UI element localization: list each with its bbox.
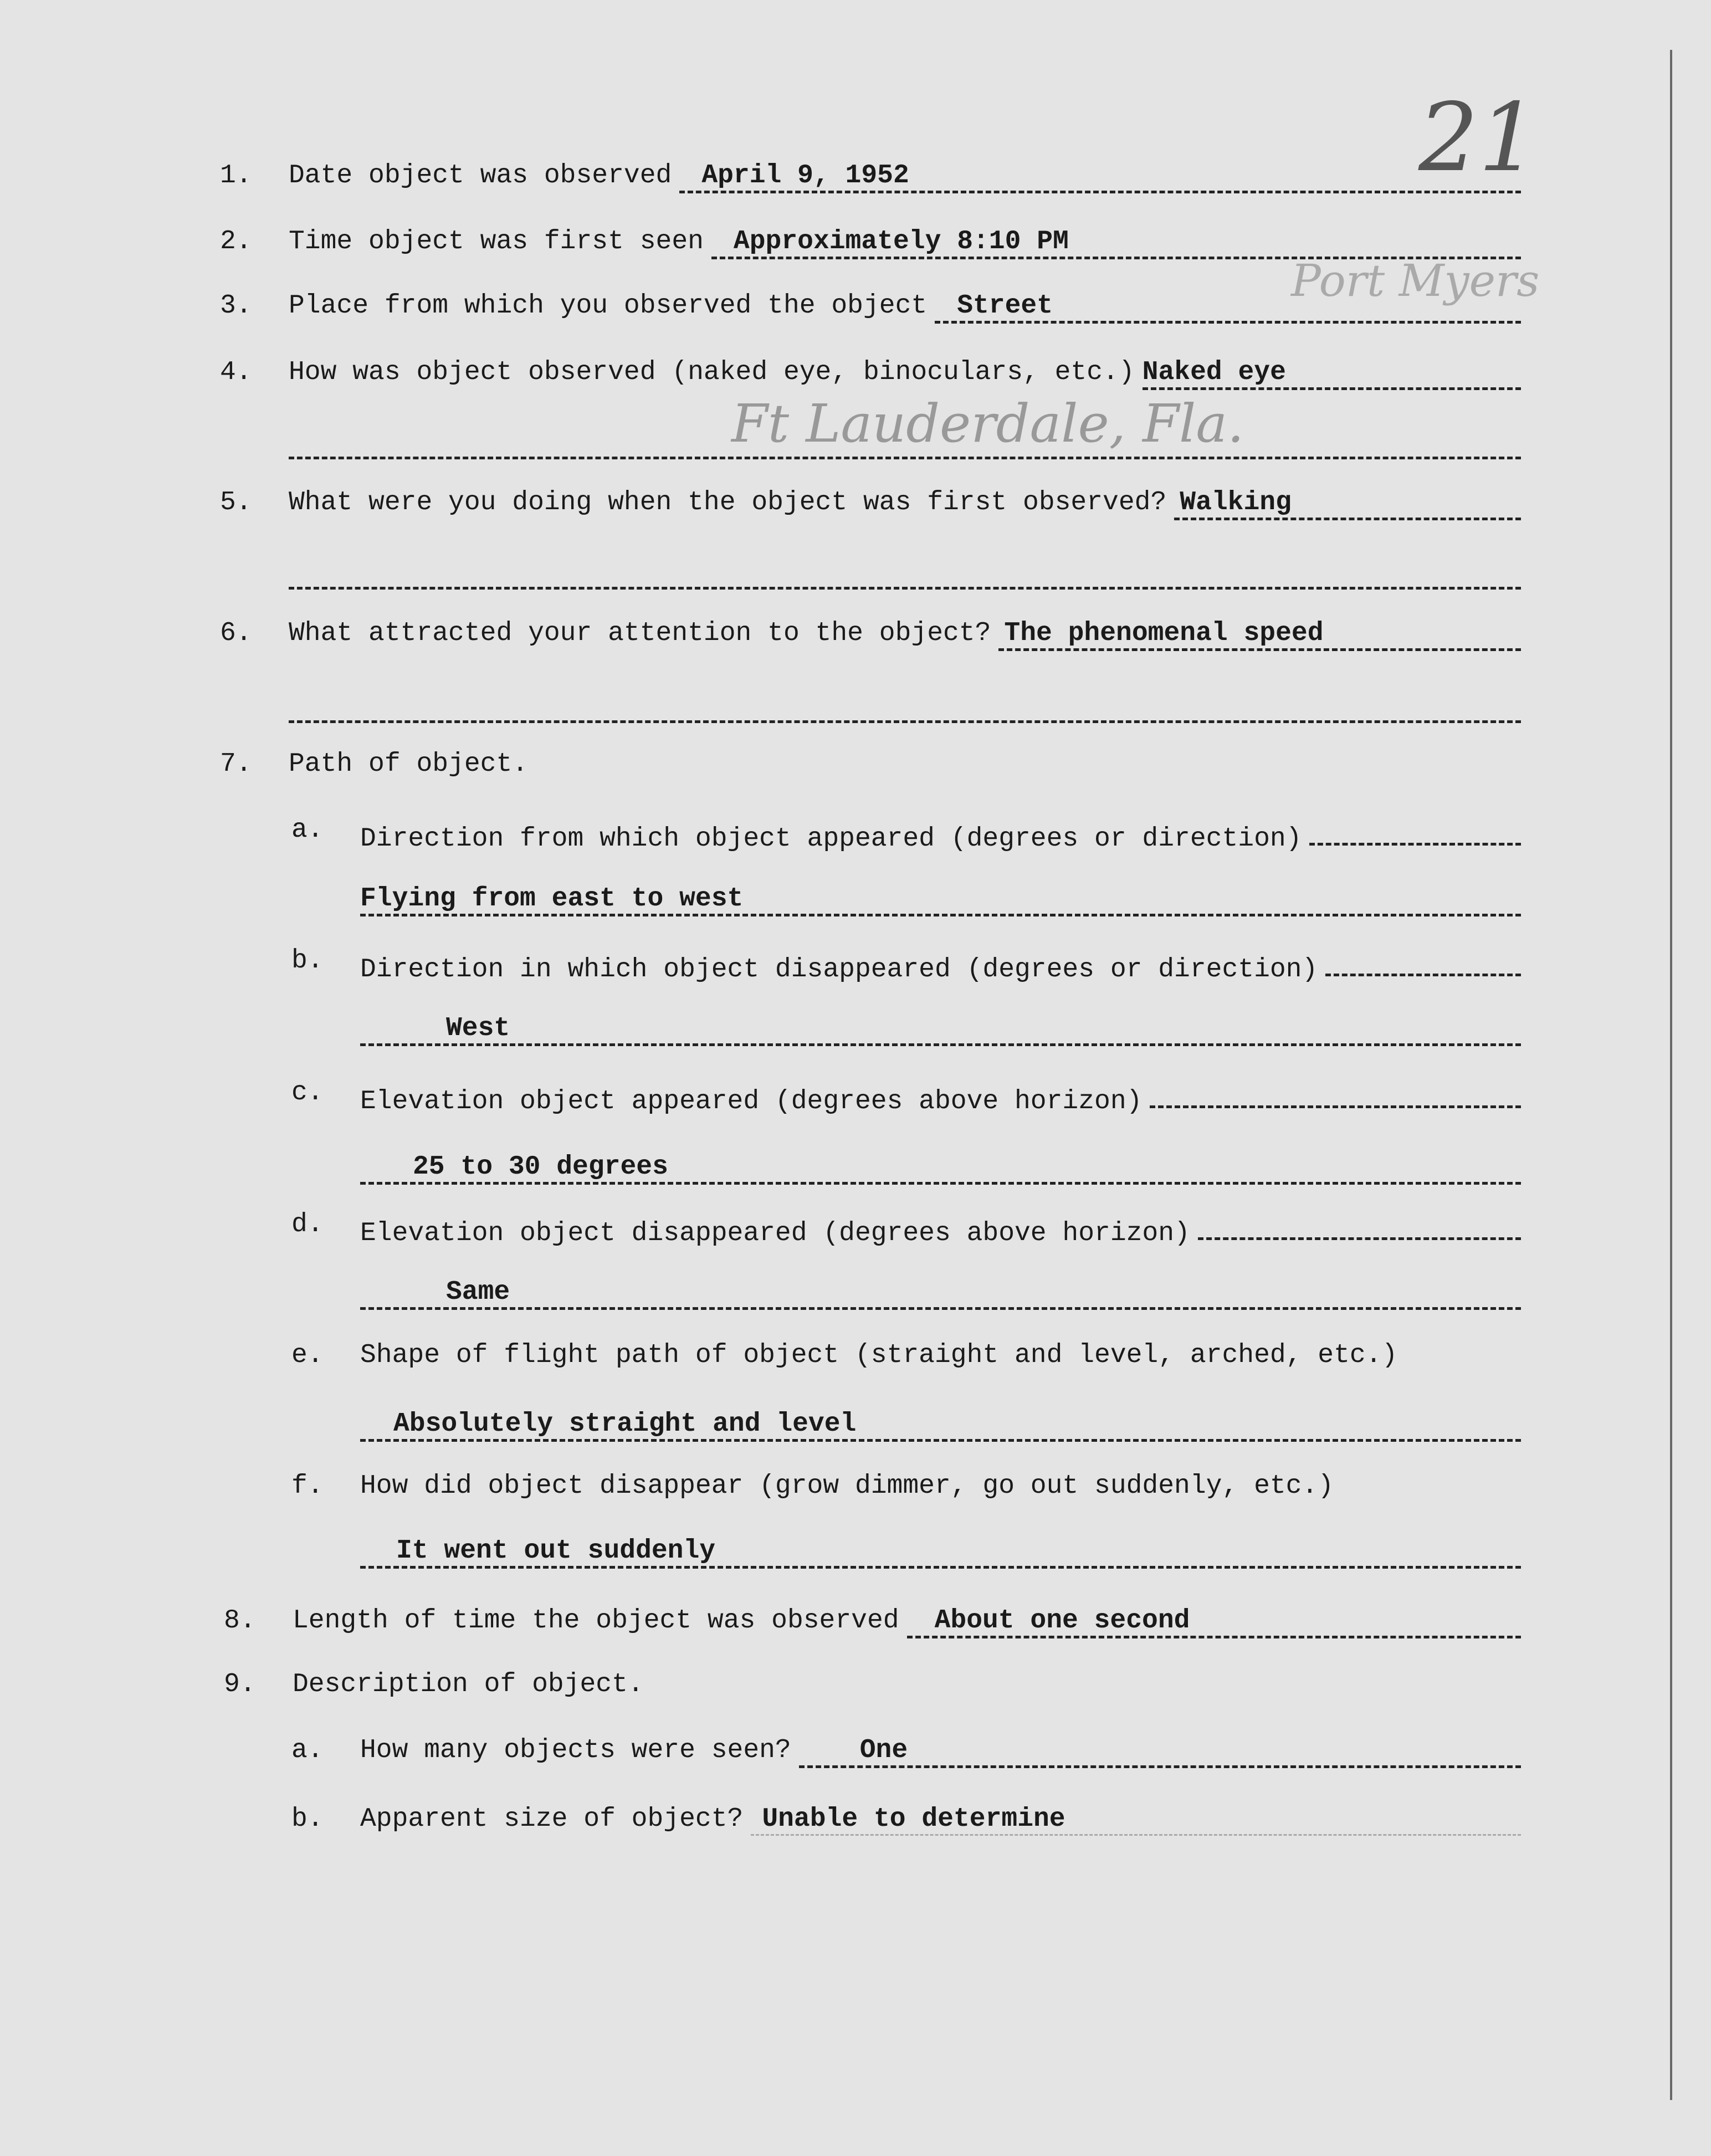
answer-line[interactable] (289, 559, 1521, 590)
item-9 (224, 1670, 1521, 1699)
answer-field[interactable]: Same (360, 1277, 1521, 1310)
answer-field[interactable]: Flying from east to west (360, 884, 1521, 916)
item-7c-answer (360, 1152, 1521, 1185)
answer-field[interactable]: It went out suddenly (360, 1536, 1521, 1569)
question: Place from which you observed the object (289, 291, 928, 321)
item-4-continuation (289, 429, 1521, 459)
item-number: 3. (220, 291, 252, 321)
item-7f (291, 1471, 1521, 1501)
question: Direction from which object appeared (degrees or direction) (360, 824, 1302, 854)
question: How many objects were seen? (360, 1735, 791, 1765)
question: Time object was first seen (289, 227, 704, 257)
item-letter: b. (291, 1804, 324, 1834)
item-number: 2. (220, 227, 252, 257)
answer-line[interactable] (289, 693, 1521, 723)
answer-line[interactable] (1325, 946, 1521, 976)
answer-field[interactable]: About one second (907, 1606, 1521, 1638)
answer-field[interactable]: West (360, 1013, 1521, 1046)
question: Elevation object disappeared (degrees above horizon) (360, 1218, 1190, 1248)
question: How was object observed (naked eye, binoculars, etc.) (289, 357, 1135, 387)
item-letter: a. (291, 815, 324, 845)
question: How did object disappear (grow dimmer, go out suddenly, etc.) (360, 1471, 1334, 1501)
item-6-continuation (289, 693, 1521, 723)
item-8 (224, 1606, 1521, 1638)
item-letter: b. (291, 946, 324, 976)
item-letter: f. (291, 1471, 324, 1501)
item-1 (220, 161, 1521, 193)
answer-field[interactable]: Unable to determine (751, 1804, 1521, 1836)
answer-field[interactable]: Absolutely straight and level (360, 1409, 1521, 1442)
answer-field[interactable]: Walking (1174, 488, 1521, 520)
item-number: 1. (220, 161, 252, 191)
item-6 (220, 618, 1521, 651)
item-7e-answer (360, 1409, 1521, 1442)
answer-field[interactable]: Naked eye (1143, 357, 1521, 390)
item-7d-answer (360, 1277, 1521, 1310)
handwritten-note-place: Port Myers (1291, 255, 1540, 306)
item-7a-answer (360, 884, 1521, 916)
question: Description of object. (293, 1670, 644, 1699)
item-5-continuation (289, 559, 1521, 590)
answer-field[interactable]: Approximately 8:10 PM (711, 227, 1521, 259)
item-7f-answer (360, 1536, 1521, 1569)
handwritten-note-city: Ft Lauderdale, Fla. (731, 393, 1244, 454)
item-7b-answer (360, 1013, 1521, 1046)
question: What were you doing when the object was first observed? (289, 488, 1167, 518)
question: Direction in which object disappeared (degrees or direction) (360, 955, 1318, 985)
answer-field[interactable]: 25 to 30 degrees (360, 1152, 1521, 1185)
item-letter: d. (291, 1210, 324, 1240)
item-number: 8. (224, 1606, 256, 1636)
answer-line[interactable] (1198, 1210, 1521, 1240)
answer-field[interactable]: Street (935, 291, 1521, 324)
item-9a (291, 1735, 1521, 1768)
item-number: 9. (224, 1670, 256, 1699)
item-number: 6. (220, 618, 252, 648)
item-9b (291, 1804, 1521, 1836)
item-7e (291, 1340, 1521, 1370)
item-7a (291, 815, 1521, 854)
page-edge (1670, 50, 1672, 2100)
answer-field[interactable]: One (799, 1735, 1521, 1768)
question: Path of object. (289, 749, 529, 779)
question: Shape of flight path of object (straight and level, arched, etc.) (360, 1340, 1398, 1370)
item-letter: a. (291, 1735, 324, 1765)
answer-field[interactable]: The phenomenal speed (998, 618, 1521, 651)
item-4 (220, 357, 1521, 390)
item-2 (220, 227, 1521, 259)
item-7c (291, 1078, 1521, 1117)
question: Length of time the object was observed (293, 1606, 899, 1636)
answer-field[interactable]: April 9, 1952 (679, 161, 1521, 193)
question: Elevation object appeared (degrees above horizon) (360, 1087, 1143, 1117)
item-5 (220, 488, 1521, 520)
answer-line[interactable] (289, 429, 1521, 459)
item-letter: c. (291, 1078, 324, 1108)
handwritten-page-number: 21 (1418, 83, 1539, 193)
question: Apparent size of object? (360, 1804, 744, 1834)
answer-line[interactable] (1150, 1078, 1521, 1108)
item-number: 7. (220, 749, 252, 779)
item-3 (220, 291, 1521, 324)
item-number: 4. (220, 357, 252, 387)
item-7 (220, 749, 1521, 779)
question: What attracted your attention to the object? (289, 618, 991, 648)
item-7b (291, 946, 1521, 985)
item-number: 5. (220, 488, 252, 518)
item-letter: e. (291, 1340, 324, 1370)
answer-line[interactable] (1309, 815, 1521, 846)
item-7d (291, 1210, 1521, 1248)
question: Date object was observed (289, 161, 672, 191)
